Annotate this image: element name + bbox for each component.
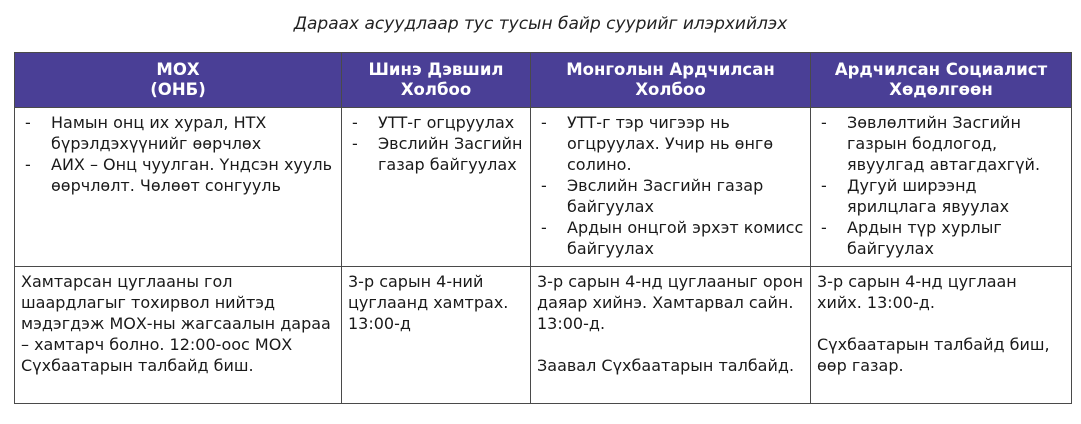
column-header-shine-devshil — [342, 53, 531, 108]
bullet-list — [537, 112, 804, 259]
table-cell — [531, 108, 811, 267]
column-header-line: МОХ — [156, 60, 200, 79]
table-cell — [342, 267, 531, 404]
column-header-moh — [15, 53, 342, 108]
list-item: - Дугуй ширээнд ярилцлага явуулах — [817, 175, 1065, 217]
list-item: - Ардын түр хурлыг байгуулах — [817, 217, 1065, 259]
table-cell — [811, 108, 1072, 267]
column-header-line: (ОНБ) — [150, 80, 206, 99]
table-caption: Дараах асуудлаар тус тусын байр суурийг илэрхийлэх — [293, 14, 788, 34]
column-header-ardchilsan-socialist — [811, 53, 1072, 108]
list-item: - Эвслийн Засгийн газар байгуулах — [537, 175, 804, 217]
column-header-line: Ардчилсан Социалист — [834, 60, 1048, 79]
cell-text: Сүхбаатарын талбайд биш, өөр газар. — [817, 335, 1050, 375]
bullet-list — [817, 112, 1065, 259]
cell-text: Заавал Сүхбаатарын талбайд. — [537, 356, 795, 375]
cell-text: Хамтарсан цуглааны гол шаардлагыг тохирвол нийтэд мэдэгдэж МОХ-ны жагсаалын дараа – хамтарч болно. 12:00-оос МОХ Сүхбаатарын талбайд биш. — [21, 272, 331, 375]
list-item: - УТТ-г огцруулах — [348, 112, 524, 133]
list-item: - Ардын онцгой эрхэт комисс байгуулах — [537, 217, 804, 259]
bullet-list — [21, 112, 335, 196]
table-cell — [531, 267, 811, 404]
list-item: - АИХ – Онц чуулган. Үндсэн хууль өөрчлөлт. Чөлөөт сонгууль — [21, 154, 335, 196]
cell-text: 3-р сарын 4-нд цуглааныг орон даяар хийнэ. Хамтарвал сайн. 13:00-д. — [537, 272, 804, 333]
list-item: - Зөвлөлтийн Засгийн газрын бодлогод, явуулгад автагдахгүй. — [817, 112, 1065, 175]
column-header-line: Холбоо — [400, 80, 472, 99]
column-header-line: Холбоо — [635, 80, 706, 99]
list-item: - УТТ-г тэр чигээр нь огцруулах. Учир нь өнгө солино. — [537, 112, 804, 175]
table-row-rally — [15, 267, 1072, 404]
positions-table — [14, 52, 1072, 404]
column-header-line: Шинэ Дэвшил — [368, 60, 504, 79]
column-header-mongolyn-ardchilsan — [531, 53, 811, 108]
column-header-line: Хөдөлгөөн — [889, 80, 993, 99]
table-cell — [811, 267, 1072, 404]
list-item: - Эвслийн Засгийн газар байгуулах — [348, 133, 524, 175]
table-cell — [15, 108, 342, 267]
table-header-row — [15, 53, 1072, 108]
cell-text: 3-р сарын 4-ний цуглаанд хамтрах. 13:00-д — [348, 272, 509, 333]
table-cell — [15, 267, 342, 404]
cell-text: 3-р сарын 4-нд цуглаан хийх. 13:00-д. — [817, 272, 1017, 312]
table-row-demands — [15, 108, 1072, 267]
bullet-list — [348, 112, 524, 175]
table-cell — [342, 108, 531, 267]
list-item: - Намын онц их хурал, НТХ бүрэлдэхүүнийг өөрчлөх — [21, 112, 335, 154]
column-header-line: Монголын Ардчилсан — [566, 60, 775, 79]
